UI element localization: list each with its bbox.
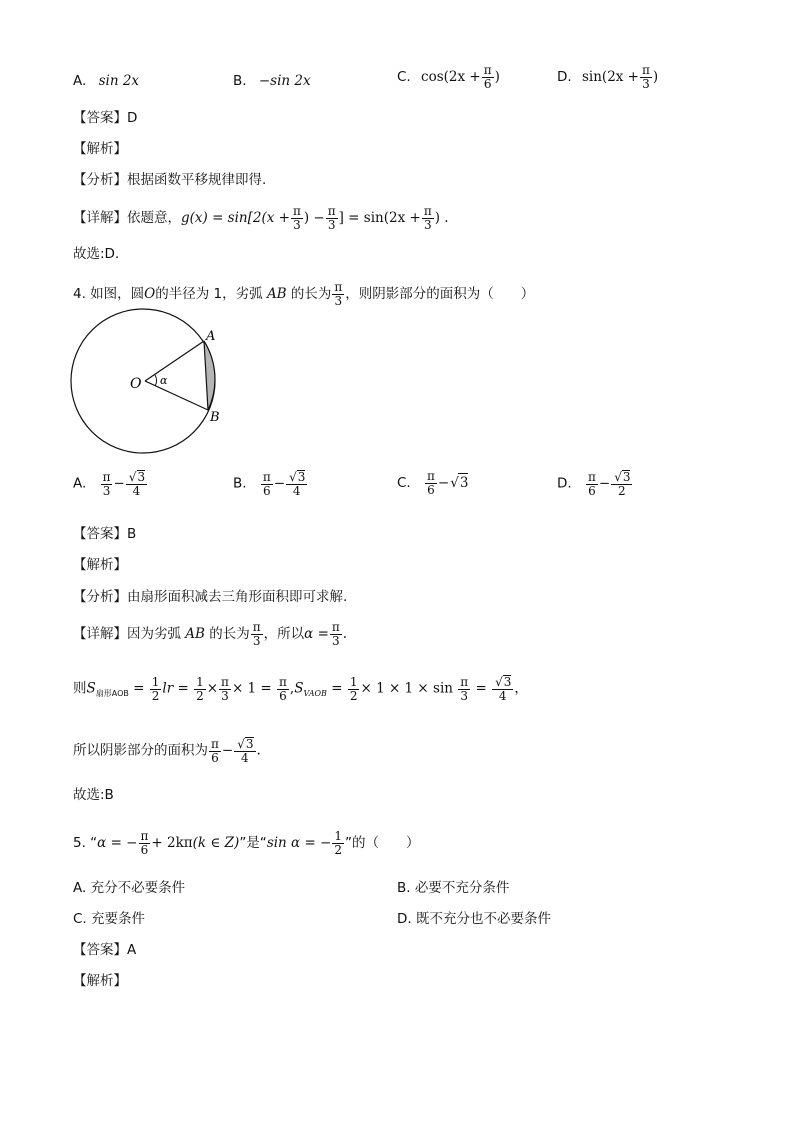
fraction: $\frac{\pi}{6}$ — [483, 63, 492, 91]
fraction: $\frac{1}{2}$ — [196, 674, 204, 703]
circle-o — [71, 309, 215, 453]
label-alpha: α — [160, 374, 168, 387]
fraction: $\frac{\pi}{6}$ — [427, 469, 435, 497]
fraction: $\frac{1}{2}$ — [151, 674, 160, 703]
q3-option-b: B. −sin 2x — [233, 73, 311, 89]
q3-xiangjie: 【详解】依题意，g(x) = sin[2(x + $\frac{\pi}{3}$ ) − $\frac{\pi}{3}$ ] = sin(2x + $\frac{\pi}{3}$ ) . — [73, 204, 449, 232]
q4-guxuan: 故选:B — [73, 787, 114, 803]
fraction: √ $\frac{3}{4}$ — [492, 675, 513, 703]
fraction: $\frac{\pi}{3}$ — [642, 63, 650, 91]
q4-option-b: B. $\frac{\pi}{6}$ − √ $\frac{3}{4}$ — [233, 470, 308, 498]
shaded-segment — [204, 341, 215, 410]
angle-arc — [155, 375, 156, 386]
fraction: $\frac{1}{2}$ — [349, 674, 358, 703]
fraction: $\frac{\pi}{3}$ — [423, 204, 432, 232]
fraction: $\frac{\pi}{3}$ — [221, 674, 229, 703]
fraction: $\frac{1}{2}$ — [334, 829, 343, 857]
q5-answer: 【答案】A — [73, 942, 137, 958]
fraction: $\frac{\pi}{6}$ — [211, 736, 219, 765]
q4-fenxi: 【分析】由扇形面积减去三角形面积即可求解. — [73, 589, 348, 605]
fraction: √ $\frac{3}{4}$ — [234, 737, 255, 765]
q3-option-c: C. cos(2x + $\frac{\pi}{6}$ ) — [397, 63, 500, 91]
q3-fenxi: 【分析】根据函数平移规律即得. — [73, 172, 267, 188]
q5-stem: 5. “α = − $\frac{\pi}{6}$ + 2kπ(k ∈ Z)”是“sin α = − $\frac{1}{2}$ ”的（ ） — [73, 829, 420, 857]
q4-answer: 【答案】B — [73, 526, 137, 542]
label-b: B — [210, 410, 220, 425]
q5-option-b: B. 必要不充分条件 — [397, 880, 510, 896]
fraction: $\frac{\pi}{6}$ — [140, 829, 149, 857]
fraction: $\frac{\pi}{6}$ — [262, 469, 271, 498]
fraction: $\frac{\pi}{3}$ — [252, 620, 261, 648]
fraction: $\frac{\pi}{3}$ — [102, 469, 111, 498]
radius-ob — [145, 381, 208, 410]
q5-jiexi: 【解析】 — [73, 973, 127, 989]
arc-ab: AB — [185, 626, 205, 642]
fraction: $\frac{\pi}{3}$ — [460, 674, 469, 703]
q3-guxuan: 故选:D. — [73, 246, 120, 262]
fraction: $\frac{\pi}{6}$ — [587, 469, 596, 498]
q4-option-c: C. $\frac{\pi}{6}$ −√ 3 — [397, 470, 468, 497]
radius-oa — [145, 341, 204, 381]
q3-option-d: D. sin(2x + $\frac{\pi}{3}$ ) — [557, 63, 659, 91]
q4-option-d: D. $\frac{\pi}{6}$ − √ $\frac{3}{2}$ — [557, 470, 633, 498]
q5-option-c: C. 充要条件 — [73, 911, 146, 927]
fraction: √ $\frac{3}{4}$ — [126, 470, 147, 498]
fraction: $\frac{\pi}{3}$ — [292, 204, 301, 232]
fraction: $\frac{\pi}{3}$ — [334, 280, 343, 308]
fraction: √ $\frac{3}{4}$ — [286, 470, 307, 498]
q5-option-d: D. 既不充分也不必要条件 — [397, 911, 551, 927]
q4-area-formula: 则$S_{扇形AOB}$ = $\frac{1}{2}$ lr = $\frac{1}{2}$ × $\frac{\pi}{3}$ × 1 = $\frac{\pi}{6}$ $,S_{VAOB}$ = $\frac{1}{2}$ × 1 × 1 × sin $\frac{\pi}{3}$ = √ $\frac{3}{4}$ ， — [73, 675, 528, 703]
label-o: O — [130, 376, 142, 392]
fraction: $\frac{\pi}{6}$ — [279, 674, 287, 703]
q3-jiexi: 【解析】 — [73, 141, 127, 157]
label-a: A — [206, 329, 216, 344]
q4-stem: 4. 如图，圆O的半径为 1，劣弧 AB 的长为 $\frac{\pi}{3}$ ，则阴影部分的面积为（ ） — [73, 280, 535, 308]
fraction: $\frac{\pi}{3}$ — [327, 204, 336, 232]
fraction: √ $\frac{3}{2}$ — [611, 470, 632, 498]
q4-option-a: A. $\frac{\pi}{3}$ − √ $\frac{3}{4}$ — [73, 470, 148, 498]
q3-answer: 【答案】D — [73, 110, 138, 126]
q4-jiexi: 【解析】 — [73, 557, 127, 573]
q4-conclusion: 所以阴影部分的面积为 $\frac{\pi}{6}$ − √ $\frac{3}{4}$ . — [73, 737, 261, 765]
q4-xiangjie: 【详解】因为劣弧 AB 的长为 $\frac{\pi}{3}$ ，所以α = $\frac{\pi}{3}$ . — [73, 620, 348, 648]
arc-ab: AB — [266, 286, 287, 302]
q5-option-a: A. 充分不必要条件 — [73, 880, 186, 896]
circle-sector-figure — [68, 308, 248, 458]
q3-option-a: A. sin 2x — [73, 73, 140, 89]
fraction: $\frac{\pi}{3}$ — [331, 620, 340, 648]
